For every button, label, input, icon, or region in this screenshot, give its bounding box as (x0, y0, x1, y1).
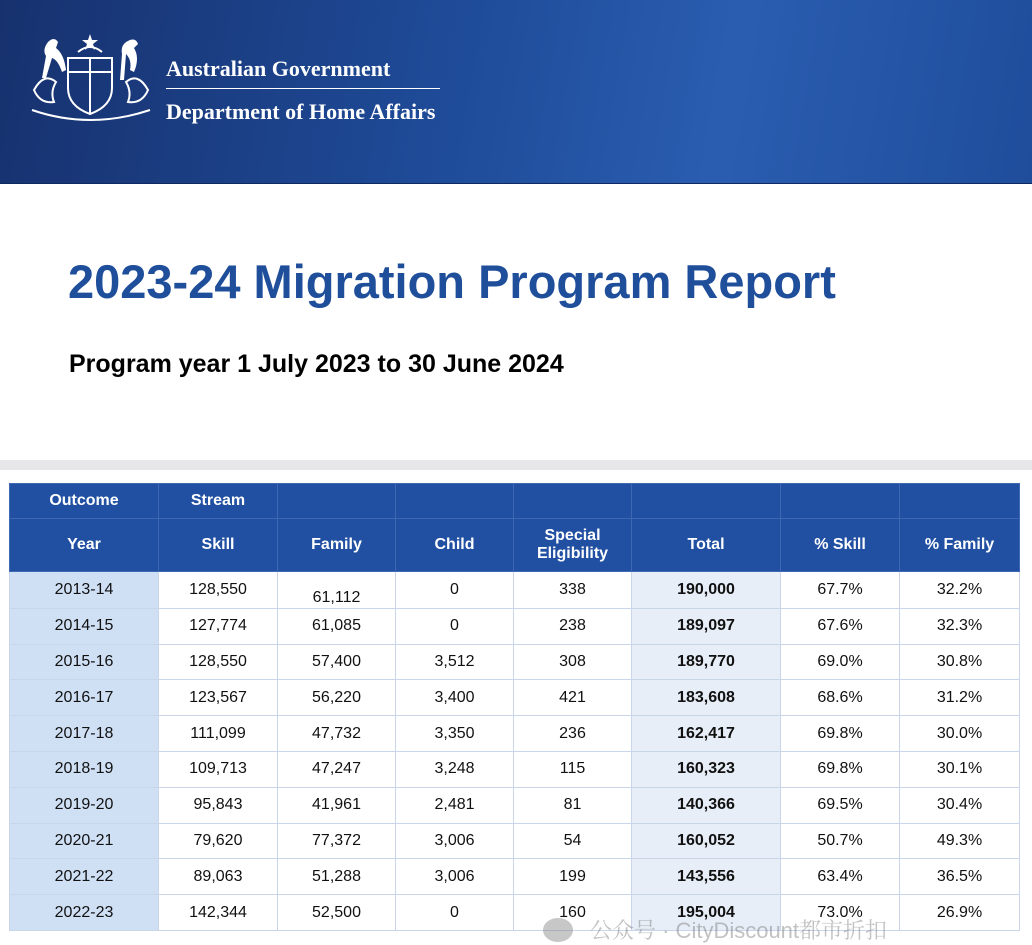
cell-pct-family: 32.3% (900, 608, 1020, 644)
cell-skill: 142,344 (159, 895, 278, 931)
cell-special-eligibility: 160 (514, 895, 632, 931)
cell-family: 61,112 (278, 572, 396, 609)
cell-family: 41,961 (278, 787, 396, 823)
cell-year: 2022-23 (10, 895, 159, 931)
cell-total: 190,000 (632, 572, 781, 609)
group-header-cell (396, 484, 514, 519)
cell-skill: 111,099 (159, 716, 278, 752)
column-header-skill: Skill (159, 519, 278, 572)
cell-child: 0 (396, 572, 514, 609)
cell-year: 2014-15 (10, 608, 159, 644)
table-row (10, 608, 1020, 644)
cell-pct-skill: 67.6% (781, 608, 900, 644)
cell-skill: 128,550 (159, 644, 278, 680)
cell-skill: 79,620 (159, 823, 278, 859)
cell-special-eligibility: 54 (514, 823, 632, 859)
column-header-family: Family (278, 519, 396, 572)
cell-total: 183,608 (632, 680, 781, 716)
cell-pct-skill: 68.6% (781, 680, 900, 716)
cell-pct-family: 31.2% (900, 680, 1020, 716)
cell-child: 3,350 (396, 716, 514, 752)
cell-year: 2013-14 (10, 572, 159, 609)
cell-pct-family: 30.0% (900, 716, 1020, 752)
table-row (10, 859, 1020, 895)
cell-total: 140,366 (632, 787, 781, 823)
department-name: Department of Home Affairs (166, 99, 436, 124)
group-header-cell (632, 484, 781, 519)
cell-total: 162,417 (632, 716, 781, 752)
cell-special-eligibility: 238 (514, 608, 632, 644)
cell-skill: 128,550 (159, 572, 278, 609)
cell-total: 160,323 (632, 751, 781, 787)
cell-pct-family: 30.4% (900, 787, 1020, 823)
cell-pct-skill: 63.4% (781, 859, 900, 895)
section-divider (0, 460, 1032, 470)
cell-pct-family: 32.2% (900, 572, 1020, 609)
cell-year: 2017-18 (10, 716, 159, 752)
cell-family: 47,732 (278, 716, 396, 752)
cell-family: 51,288 (278, 859, 396, 895)
cell-special-eligibility: 115 (514, 751, 632, 787)
government-name: Australian Government (166, 56, 391, 81)
group-header-outcome: Outcome (10, 484, 159, 519)
cell-skill: 123,567 (159, 680, 278, 716)
header-banner (0, 0, 1032, 184)
column-header-pct-skill: % Skill (781, 519, 900, 572)
table-row (10, 823, 1020, 859)
table-row (10, 751, 1020, 787)
cell-child: 3,006 (396, 823, 514, 859)
cell-skill: 95,843 (159, 787, 278, 823)
cell-child: 3,512 (396, 644, 514, 680)
header-rule (166, 88, 440, 89)
cell-special-eligibility: 338 (514, 572, 632, 609)
table-row (10, 572, 1020, 609)
group-header-cell (781, 484, 900, 519)
table-row (10, 644, 1020, 680)
cell-year: 2020-21 (10, 823, 159, 859)
table-row (10, 787, 1020, 823)
cell-child: 3,400 (396, 680, 514, 716)
cell-total: 189,770 (632, 644, 781, 680)
cell-special-eligibility: 81 (514, 787, 632, 823)
cell-family: 57,400 (278, 644, 396, 680)
cell-pct-family: 49.3% (900, 823, 1020, 859)
report-subtitle: Program year 1 July 2023 to 30 June 2024 (69, 350, 564, 378)
cell-family: 77,372 (278, 823, 396, 859)
cell-skill: 127,774 (159, 608, 278, 644)
cell-special-eligibility: 199 (514, 859, 632, 895)
cell-family: 61,085 (278, 608, 396, 644)
cell-special-eligibility: 236 (514, 716, 632, 752)
watermark-icon (543, 918, 573, 942)
cell-child: 2,481 (396, 787, 514, 823)
group-header-cell (278, 484, 396, 519)
cell-pct-skill: 73.0% (781, 895, 900, 931)
column-header-child: Child (396, 519, 514, 572)
cell-year: 2016-17 (10, 680, 159, 716)
cell-total: 195,004 (632, 895, 781, 931)
table-column-header-row (10, 519, 1020, 572)
cell-special-eligibility: 308 (514, 644, 632, 680)
column-header-pct-family: % Family (900, 519, 1020, 572)
cell-total: 160,052 (632, 823, 781, 859)
cell-pct-skill: 69.0% (781, 644, 900, 680)
column-header-special-eligibility: Special Eligibility (514, 519, 632, 572)
cell-year: 2018-19 (10, 751, 159, 787)
table-group-header-row (10, 484, 1020, 519)
coat-of-arms-icon (26, 30, 156, 124)
group-header-cell (514, 484, 632, 519)
cell-skill: 109,713 (159, 751, 278, 787)
watermark-text: 公众号 · CityDiscount都市折扣 (590, 918, 888, 943)
data-table (9, 483, 1020, 931)
migration-table (9, 483, 1019, 931)
table-row (10, 680, 1020, 716)
cell-pct-family: 36.5% (900, 859, 1020, 895)
cell-family: 47,247 (278, 751, 396, 787)
cell-year: 2021-22 (10, 859, 159, 895)
cell-total: 189,097 (632, 608, 781, 644)
cell-pct-skill: 69.8% (781, 716, 900, 752)
cell-special-eligibility: 421 (514, 680, 632, 716)
cell-year: 2015-16 (10, 644, 159, 680)
cell-child: 3,248 (396, 751, 514, 787)
cell-year: 2019-20 (10, 787, 159, 823)
cell-child: 3,006 (396, 859, 514, 895)
column-header-total: Total (632, 519, 781, 572)
group-header-cell (900, 484, 1020, 519)
cell-family: 56,220 (278, 680, 396, 716)
cell-skill: 89,063 (159, 859, 278, 895)
cell-pct-skill: 50.7% (781, 823, 900, 859)
cell-pct-skill: 67.7% (781, 572, 900, 609)
cell-pct-family: 30.8% (900, 644, 1020, 680)
report-title: 2023-24 Migration Program Report (68, 255, 836, 308)
cell-child: 0 (396, 895, 514, 931)
cell-child: 0 (396, 608, 514, 644)
cell-pct-skill: 69.5% (781, 787, 900, 823)
cell-family: 52,500 (278, 895, 396, 931)
cell-total: 143,556 (632, 859, 781, 895)
cell-pct-family: 26.9% (900, 895, 1020, 931)
column-header-year: Year (10, 519, 159, 572)
cell-pct-skill: 69.8% (781, 751, 900, 787)
group-header-stream: Stream (159, 484, 278, 519)
cell-pct-family: 30.1% (900, 751, 1020, 787)
table-row (10, 716, 1020, 752)
